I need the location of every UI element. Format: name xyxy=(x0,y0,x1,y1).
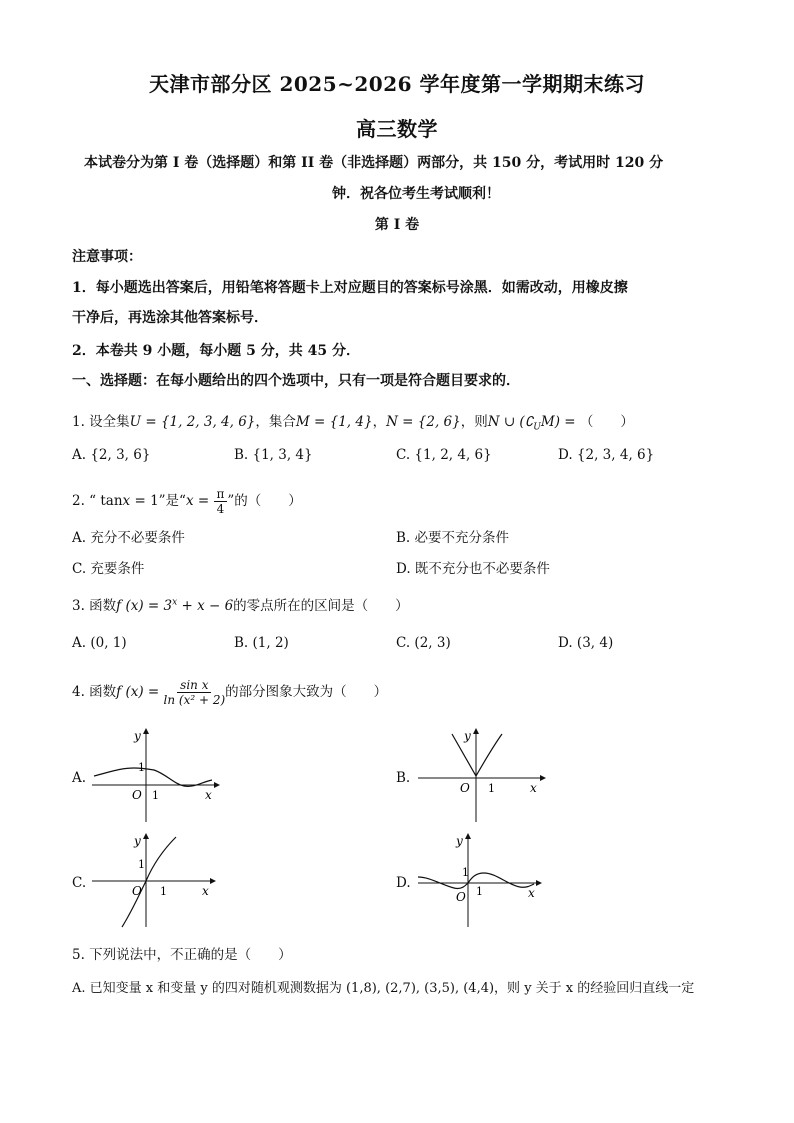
question-3-stem: 3. 函数f $(x) = 3^x + x - 6$的零点所在的区间是（ ） xyxy=(72,597,409,614)
question-1-option-b[interactable]: B. {1, 3, 4} xyxy=(234,447,313,463)
part1-heading: 一、选择题：在每小题给出的四个选项中，只有一项是符合题目要求的． xyxy=(72,373,520,389)
exam-subject: 高三数学 xyxy=(356,117,438,141)
question-1-stem: 1. 设全集U = {1, 2, 3, 4, 6}，集合M = {1, 4}，N = {2, 6}，则N ∪ $(∁_UM)$ = （ ） xyxy=(72,414,634,433)
question-5-stem: 5. 下列说法中，不正确的是（ ） xyxy=(72,947,292,963)
graph-b-y-label: y xyxy=(464,729,471,743)
graph-b-origin: O xyxy=(460,781,470,795)
graph-d-x-label: x xyxy=(528,886,535,900)
intro-line-1: 本试卷分为第 I 卷（选择题）和第 II 卷（非选择题）两部分，共 150 分，考试用时 120 分 xyxy=(84,155,664,171)
graph-c-x-tick: 1 xyxy=(160,885,167,898)
graph-c-label[interactable]: C. xyxy=(72,875,87,891)
graph-d-label[interactable]: D. xyxy=(396,875,411,891)
question-2-option-c[interactable]: C. 充要条件 xyxy=(72,561,145,577)
question-1-option-c[interactable]: C. {1, 2, 4, 6} xyxy=(396,447,492,463)
graph-a[interactable] xyxy=(90,728,220,823)
graph-c-origin: O xyxy=(132,884,142,898)
intro-line-2: 钟．祝各位考生考试顺利！ xyxy=(332,186,500,202)
notes-heading: 注意事项： xyxy=(72,249,142,265)
graph-b-x-label: x xyxy=(530,781,537,795)
question-2-fraction: $\frac{\pi}{4}$ xyxy=(214,487,228,516)
graph-d-x-tick: 1 xyxy=(476,885,483,898)
question-2-option-b[interactable]: B. 必要不充分条件 xyxy=(396,530,510,546)
graph-d-origin: O xyxy=(456,890,466,904)
question-1-option-d[interactable]: D. {2, 3, 4, 6} xyxy=(558,447,655,463)
question-4-stem: 4. 函数f (x) = $\frac{\text{sin x}}{\text{ln (x² + 2)}}$ 的部分图象大致为（ ） xyxy=(72,678,388,707)
graph-a-origin: O xyxy=(132,788,142,802)
graph-b-x-tick: 1 xyxy=(488,782,495,795)
question-4-fraction: $\frac{\text{sin x}}{\text{ln (x² + 2)}}$ xyxy=(163,678,226,707)
graph-a-y-label: y xyxy=(134,729,141,743)
graph-a-y-tick: 1 xyxy=(138,761,145,774)
graph-b[interactable] xyxy=(412,728,547,823)
question-5-option-a[interactable]: A. 已知变量 x 和变量 y 的四对随机观测数据为 (1,8), (2,7), (3,5), (4,4)，则 y 关于 x 的经验回归直线一定 xyxy=(72,981,695,996)
question-2-option-a[interactable]: A. 充分不必要条件 xyxy=(72,530,185,546)
graph-d-y-tick: 1 xyxy=(462,866,469,879)
graph-a-x-label: x xyxy=(205,788,212,802)
graph-b-label[interactable]: B. xyxy=(396,770,411,786)
question-3-option-a[interactable]: A. (0, 1) xyxy=(72,635,127,651)
exam-title: 天津市部分区 2025~2026 学年度第一学期期末练习 xyxy=(148,72,645,96)
notes-item-1-line-2: 干净后，再选涂其他答案标号． xyxy=(72,310,268,326)
notes-item-2: 2．本卷共 9 小题，每小题 5 分，共 45 分． xyxy=(72,343,360,359)
graph-c[interactable] xyxy=(90,833,220,928)
graph-a-x-tick: 1 xyxy=(152,789,159,802)
question-2-stem: 2. “ tanx = 1”是“x = $\frac{\pi}{4}$ ”的（ ） xyxy=(72,487,302,516)
question-3-option-d[interactable]: D. (3, 4) xyxy=(558,635,614,651)
section-title: 第 I 卷 xyxy=(374,217,420,233)
question-1-option-a[interactable]: A. {2, 3, 6} xyxy=(72,447,151,463)
graph-a-label[interactable]: A. xyxy=(72,770,87,786)
question-3-option-c[interactable]: C. (2, 3) xyxy=(396,635,451,651)
graph-d-y-label: y xyxy=(456,834,463,848)
graph-d[interactable] xyxy=(412,833,547,928)
notes-item-1-line-1: 1．每小题选出答案后，用铅笔将答题卡上对应题目的答案标号涂黑．如需改动，用橡皮擦 xyxy=(72,280,628,296)
graph-c-x-label: x xyxy=(202,884,209,898)
question-2-option-d[interactable]: D. 既不充分也不必要条件 xyxy=(396,561,550,577)
question-3-option-b[interactable]: B. (1, 2) xyxy=(234,635,289,651)
graph-c-y-label: y xyxy=(134,834,141,848)
graph-c-y-tick: 1 xyxy=(138,858,145,871)
